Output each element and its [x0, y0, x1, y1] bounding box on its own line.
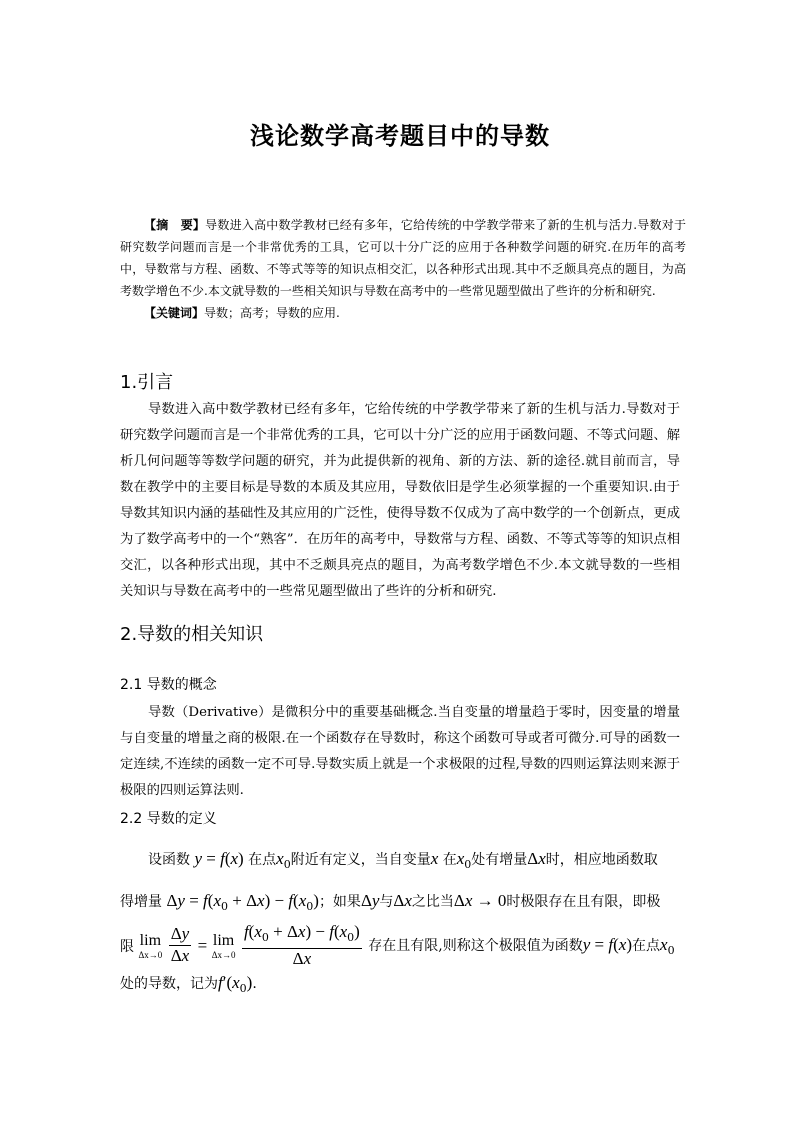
definition-line-1: 设函数 y = f(x) 在点$x_0$附近有定义，当自变量x 在$x_0$处有增量Δx时，相应地函数取: [148, 849, 658, 871]
section-2-1-paragraph: 导数（Derivative）是微积分中的重要基础概念.当自变量的增量趋于零时，因变量的增量与自变量的增量之商的极限.在一个函数存在导数时，称这个函数可导或者可微分.可导的函数一定连续,不连续的函数一定不可导.导数实质上就是一个求极限的过程,导数的四则运算法则来源于极限的四则运算法则.: [120, 705, 680, 798]
definition-line-4: 处的导数，记为$f'(x_0)$.: [120, 973, 257, 995]
abstract-label: 【摘 要】: [144, 218, 206, 232]
section-2-heading: 2.导数的相关知识: [120, 624, 264, 645]
abstract-block: [120, 214, 686, 324]
section-1-heading: 1.引言: [120, 372, 174, 393]
section-2-1-heading: 2.1 导数的概念: [120, 677, 217, 693]
abstract-paragraph: [120, 214, 686, 302]
limit-operator: lim Δx→0: [138, 931, 163, 960]
section-1-paragraph: 导数进入高中数学教材已经有多年，它给传统的中学教学带来了新的生机与活力.导数对于研究数学问题而言是一个非常优秀的工具，它可以十分广泛的应用于函数问题、不等式问题、解析几何问题等等数学问题的研究，并为此提供新的视角、新的方法、新的途径.就目前而言，导数在教学中的主要目标是导数的本质及其应用，导数依旧是学生必须掌握的一个重要知识.由于导数其知识内涵的基础性及其应用的广泛性，使得导数不仅成为了高中数学的一个创新点，更成为了数学高考中的一个“熟客”．在历年的高考中，导数常与方程、函数、不等式等等的知识点相交汇，以各种形式出现，其中不乏颇具亮点的题目，为高考数学增色不少.本文就导数的一些相关知识与导数在高考中的一些常见题型做出了些许的分析和研究.: [120, 402, 680, 599]
paper-title: 浅论数学高考题目中的导数: [250, 122, 550, 150]
keywords-paragraph: [120, 302, 686, 324]
limit-operator: lim Δx→0: [211, 931, 236, 960]
section-1-body: [120, 397, 680, 605]
abstract-text: 导数进入高中数学教材已经有多年，它给传统的中学教学带来了新的生机与活力.导数对于研究数学问题而言是一个非常优秀的工具，它可以十分广泛的应用于各种数学问题的研究.在历年的高考中，导数常与方程、函数、不等式等等的知识点相交汇，以各种形式出现.其中不乏颇具亮点的题目，为高考数学增色不少.本文就导数的一些相关知识与导数在高考中的一些常见题型做出了些许的分析和研究.: [120, 218, 686, 298]
keywords-text: 导数；高考；导数的应用.: [204, 306, 340, 320]
definition-line-3: 限 lim Δx→0 $\frac{\Delta y}{\Delta x}$ = lim Δx→0 $\frac{f(x_0 + \Delta x) - f(x_0)}{\Delta x}$ 存在且有限,则称这个极限值为函数y = f(x)在点$x_0$: [120, 922, 675, 968]
keywords-label: 【关键词】: [144, 306, 205, 320]
section-2-1-body: [120, 700, 680, 804]
definition-line-2: 得增量 $\Delta y = f(x_0 + \Delta x) - f(x_0)$；如果Δy与Δx之比当Δx → 0时极限存在且有限，即极: [120, 891, 661, 913]
section-2-2-heading: 2.2 导数的定义: [120, 811, 217, 827]
